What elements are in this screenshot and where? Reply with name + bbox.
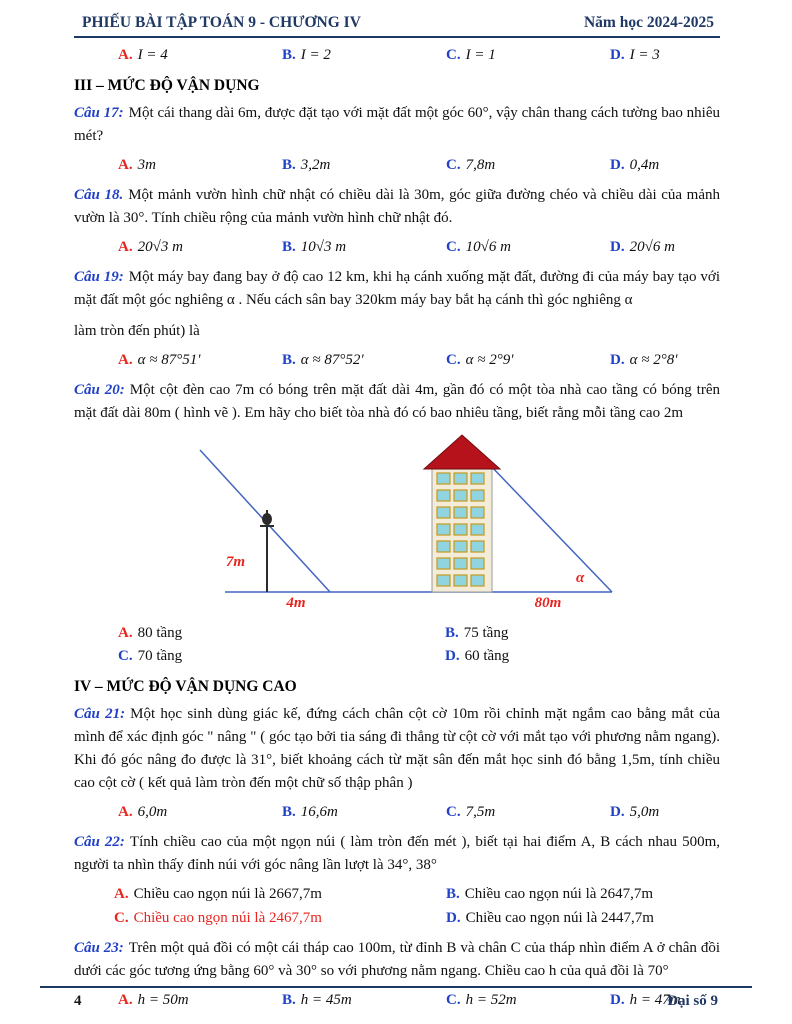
- building-window: [437, 473, 450, 484]
- question-17-options: [118, 154, 720, 177]
- question-20-label: Câu 20:: [74, 382, 125, 398]
- option-a: [118, 801, 282, 824]
- option-value-a: 6,0m: [137, 804, 168, 820]
- option-letter-d: D.: [610, 157, 625, 173]
- option-letter-b: B.: [282, 157, 296, 173]
- building-window: [454, 490, 467, 501]
- option-letter-a: A.: [118, 239, 133, 255]
- question-17-label: Câu 17:: [74, 105, 124, 121]
- option-letter-a: A.: [118, 352, 133, 368]
- building-window: [454, 558, 467, 569]
- option-value-d: 20√6 m: [629, 239, 675, 255]
- option-c: [446, 236, 610, 259]
- option-letter-a: A.: [114, 886, 129, 902]
- option-d: [610, 44, 720, 67]
- footer-document-label: Đại số 9: [667, 993, 718, 1009]
- option-value-b: α ≈ 87°52': [300, 352, 364, 368]
- option-d: [446, 907, 720, 930]
- question-21-text: Một học sinh dùng giác kế, đứng cách chân cột cờ 10m rồi chỉnh mặt ngắm cao bằng mắt của mình để xác định góc " nâng " ( góc tạo bởi tia sáng đi thẳng từ cột cờ với mắt tạo với phương nằm ngang). Khi đó góc nâng đo được là 31°, biết khoảng cách từ mặt sân đến mắt học sinh đó bằng 1,5m, tính chiều cao cột cờ ( kết quả làm tròn đến một chữ số thập phân ): [74, 706, 720, 791]
- question-22: [74, 831, 720, 877]
- question-19-label: Câu 19:: [74, 269, 124, 285]
- page-number: 4: [74, 993, 82, 1009]
- building-window: [437, 490, 450, 501]
- question-22-label: Câu 22:: [74, 834, 125, 850]
- question-20-text: Một cột đèn cao 7m có bóng trên mặt đất dài 4m, gần đó có một tòa nhà cao tầng có bóng trên mặt đất dài 80m ( hình vẽ ). Em hãy cho biết tòa nhà đó có bao nhiêu tầng, biết rằng mỗi tầng cao 2m: [74, 382, 720, 421]
- question-19-text-continued: làm tròn đến phút) là: [74, 323, 200, 339]
- option-a: [114, 883, 446, 906]
- option-letter-a: A.: [118, 47, 133, 63]
- option-a: [118, 44, 282, 67]
- option-c: [446, 44, 610, 67]
- option-value-d: 5,0m: [629, 804, 660, 820]
- page-footer: [40, 986, 752, 1010]
- option-value-c: α ≈ 2°9': [465, 352, 514, 368]
- option-value-b: 16,6m: [300, 804, 338, 820]
- lamp-head: [262, 513, 272, 525]
- question-18-text: Một mảnh vườn hình chữ nhật có chiều dài là 30m, góc giữa đường chéo và chiều dài của mảnh vườn là 30°. Tính chiều rộng của mảnh vườn hình chữ nhật đó.: [74, 187, 720, 226]
- option-value-d: α ≈ 2°8': [629, 352, 678, 368]
- building-window: [454, 541, 467, 552]
- option-value-d: Chiều cao ngọn núi là 2447,7m: [465, 910, 654, 926]
- building-shadow-label: 80m: [534, 595, 562, 611]
- option-letter-a: A.: [118, 804, 133, 820]
- option-letter-d: D.: [610, 804, 625, 820]
- option-letter-d: D.: [446, 910, 461, 926]
- option-value-d: 60 tầng: [464, 648, 510, 664]
- building-window: [454, 575, 467, 586]
- option-value-c: 7,8m: [465, 157, 496, 173]
- option-d: [610, 236, 720, 259]
- question-18-label: Câu 18.: [74, 187, 124, 203]
- question-23-text: Trên một quả đồi có một cái tháp cao 100m, từ đỉnh B và chân C của tháp nhìn điểm A ở chân đồi dưới các góc tương ứng bằng 60° và 30° so với phương nằm ngang. Chiều cao h của quả đồi là 70°: [74, 940, 721, 979]
- question-20-options: [118, 622, 720, 668]
- option-letter-b: B.: [282, 47, 296, 63]
- lamp-height-label: 7m: [225, 554, 245, 570]
- header-title: PHIẾU BÀI TẬP TOÁN 9 - CHƯƠNG IV: [82, 14, 361, 31]
- building-roof: [424, 435, 500, 469]
- option-a: [118, 622, 445, 645]
- option-b: [282, 236, 446, 259]
- option-a: [118, 154, 282, 177]
- building-window: [471, 524, 484, 535]
- question-23-label: Câu 23:: [74, 940, 124, 956]
- option-letter-b: B.: [445, 625, 459, 641]
- page-header: [74, 12, 720, 38]
- option-value-c: Chiều cao ngọn núi là 2467,7m: [133, 910, 322, 926]
- building-window: [437, 507, 450, 518]
- question-19: [74, 266, 720, 312]
- option-value-c: 70 tầng: [137, 648, 183, 664]
- option-letter-d: D.: [610, 47, 625, 63]
- option-letter-c: C.: [446, 239, 461, 255]
- option-value-c: h = 52m: [465, 992, 517, 1008]
- question-19-text: Một máy bay đang bay ở độ cao 12 km, khi hạ cánh xuống mặt đất, đường đi của máy bay tạo với mặt đất một góc nghiêng α . Nếu cách sân bay 320km máy bay bắt hạ cánh thì góc nghiêng α: [74, 269, 720, 308]
- option-letter-b: B.: [282, 992, 296, 1008]
- option-b: [282, 44, 446, 67]
- option-value-a: Chiều cao ngọn núi là 2667,7m: [133, 886, 322, 902]
- alpha-angle-label: α: [576, 570, 585, 586]
- option-a: [118, 236, 282, 259]
- question-22-text: Tính chiều cao của một ngọn núi ( làm tròn đến mét ), biết tại hai điểm A, B cách nhau 500m, người ta nhìn thấy đỉnh núi với góc nâng lần lượt là 34°, 38°: [74, 834, 721, 873]
- header-school-year: Năm học 2024-2025: [583, 14, 714, 31]
- building-window: [437, 524, 450, 535]
- option-letter-c: C.: [446, 992, 461, 1008]
- option-d: [445, 645, 720, 668]
- option-letter-d: D.: [610, 352, 625, 368]
- option-b: [446, 883, 720, 906]
- option-value-a: I = 4: [137, 47, 168, 63]
- option-value-c: 10√6 m: [465, 239, 511, 255]
- option-value-c: I = 1: [465, 47, 496, 63]
- option-letter-d: D.: [610, 239, 625, 255]
- option-value-b: Chiều cao ngọn núi là 2647,7m: [464, 886, 654, 902]
- option-letter-b: B.: [282, 804, 296, 820]
- option-value-b: 10√3 m: [300, 239, 347, 255]
- building-window: [471, 541, 484, 552]
- option-value-a: h = 50m: [137, 992, 189, 1008]
- option-value-b: 75 tầng: [463, 625, 509, 641]
- option-letter-a: A.: [118, 625, 133, 641]
- option-b: [445, 622, 720, 645]
- option-letter-b: B.: [282, 352, 296, 368]
- option-letter-b: B.: [446, 886, 460, 902]
- option-c: [446, 349, 610, 372]
- option-value-b: I = 2: [300, 47, 331, 63]
- question-23: [74, 937, 720, 983]
- option-value-a: α ≈ 87°51': [137, 352, 201, 368]
- question-18: [74, 184, 720, 230]
- building-window: [437, 575, 450, 586]
- question-17: [74, 102, 720, 148]
- option-b: [282, 801, 446, 824]
- option-d: [610, 349, 720, 372]
- previous-question-options-row: [118, 44, 720, 67]
- question-21-options: [118, 801, 720, 824]
- option-value-a: 80 tầng: [137, 625, 183, 641]
- lamp-shadow-label: 4m: [286, 595, 306, 611]
- option-letter-d: D.: [610, 992, 625, 1008]
- building-window: [471, 575, 484, 586]
- building-window: [454, 524, 467, 535]
- option-letter-c: C.: [446, 352, 461, 368]
- building-window: [471, 490, 484, 501]
- building-window: [437, 558, 450, 569]
- question-20: [74, 379, 720, 425]
- option-c-marked-correct: [114, 907, 446, 930]
- option-value-b: h = 45m: [300, 992, 352, 1008]
- option-letter-c: C.: [118, 648, 133, 664]
- option-value-b: 3,2m: [300, 157, 331, 173]
- option-c: [446, 801, 610, 824]
- option-c: [446, 154, 610, 177]
- question-20-figure: [170, 429, 650, 611]
- section-heading-level-3: III – MỨC ĐỘ VẬN DỤNG: [74, 77, 260, 94]
- option-letter-a: A.: [118, 157, 133, 173]
- question-18-options: [118, 236, 720, 259]
- option-d: [610, 154, 720, 177]
- option-value-c: 7,5m: [465, 804, 496, 820]
- building-window: [437, 541, 450, 552]
- question-21-label: Câu 21:: [74, 706, 126, 722]
- option-a: [118, 349, 282, 372]
- building-window: [454, 473, 467, 484]
- option-letter-c: C.: [446, 804, 461, 820]
- question-22-options: [114, 883, 720, 930]
- option-b: [282, 154, 446, 177]
- option-d: [610, 801, 720, 824]
- building-window: [454, 507, 467, 518]
- option-letter-d: D.: [445, 648, 460, 664]
- option-letter-b: B.: [282, 239, 296, 255]
- question-21: [74, 703, 720, 795]
- option-value-d: I = 3: [629, 47, 660, 63]
- option-c: [118, 645, 445, 668]
- building-window: [471, 473, 484, 484]
- option-value-d: 0,4m: [629, 157, 660, 173]
- question-17-text: Một cái thang dài 6m, được đặt tạo với mặt đất một góc 60°, vậy chân thang cách tường bao nhiêu mét?: [74, 105, 720, 144]
- option-b: [282, 349, 446, 372]
- question-19-options: [118, 349, 720, 372]
- section-heading-level-4: IV – MỨC ĐỘ VẬN DỤNG CAO: [74, 678, 297, 695]
- option-value-a: 20√3 m: [137, 239, 183, 255]
- option-letter-c: C.: [114, 910, 129, 926]
- building-window: [471, 558, 484, 569]
- option-letter-a: A.: [118, 992, 133, 1008]
- option-letter-c: C.: [446, 47, 461, 63]
- option-value-d: h = 47m: [629, 992, 681, 1008]
- question-20-figure-wrap: [170, 429, 720, 616]
- building-window: [471, 507, 484, 518]
- option-letter-c: C.: [446, 157, 461, 173]
- option-value-a: 3m: [137, 157, 156, 173]
